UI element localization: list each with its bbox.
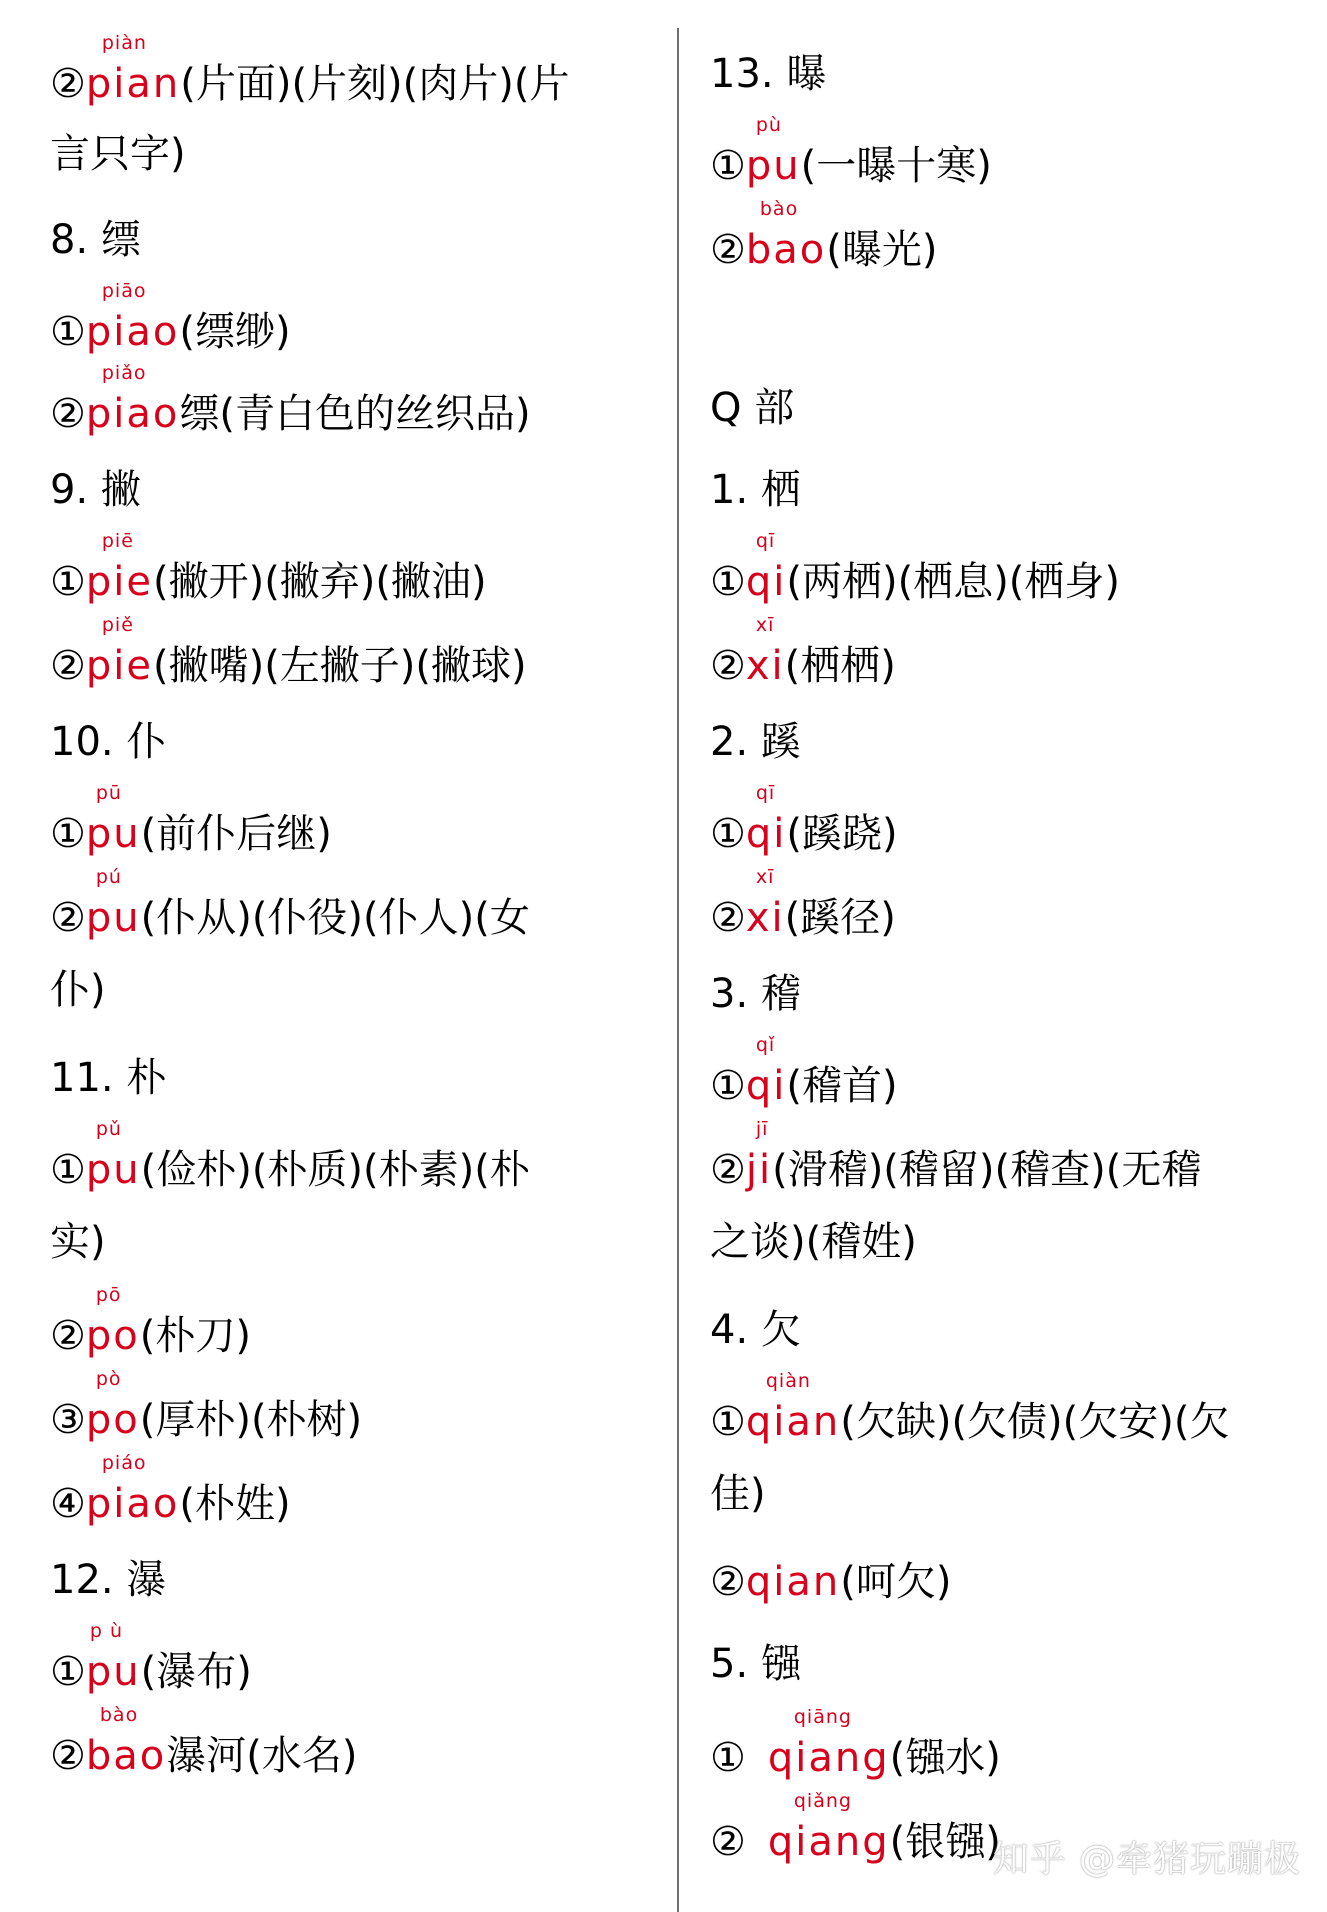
entry-number: ① — [710, 559, 746, 605]
entry-text: (银镪) — [889, 1819, 1001, 1865]
entry-text: (一曝十寒) — [800, 143, 992, 189]
entry-qian4-1 — [710, 1370, 1230, 1452]
pinyin: qi — [745, 1063, 787, 1109]
pinyin: pu — [745, 143, 801, 189]
entry-number: ③ — [50, 1397, 86, 1443]
pinyin: xi — [745, 895, 785, 941]
entry-text: (缥缈) — [179, 309, 291, 355]
entry-continuation: 实) — [50, 1219, 106, 1265]
entry-text: 瀑河(水名) — [166, 1733, 358, 1779]
entry-text: (滑稽)(稽留)(稽查)(无稽 — [772, 1147, 1202, 1193]
heading-q5: 5. 镪 — [710, 1641, 801, 1687]
entry-number: ② — [50, 643, 86, 689]
entry-number: ② — [50, 1313, 86, 1359]
ruby-annotation: piāo — [101, 280, 147, 302]
pinyin: po — [85, 1397, 140, 1443]
entry-text: (瀑布) — [140, 1649, 252, 1695]
pinyin: qi — [745, 811, 787, 857]
pinyin: piao — [85, 391, 180, 437]
entry-text: (俭朴)(朴质)(朴素)(朴 — [140, 1147, 530, 1193]
entry-qiang5-1 — [710, 1706, 1001, 1788]
entry-piao11-4 — [50, 1452, 291, 1534]
pinyin: piao — [85, 309, 180, 355]
heading-q4: 4. 欠 — [710, 1307, 801, 1353]
entry-text: (曝光) — [826, 227, 938, 273]
pinyin: pu — [85, 895, 141, 941]
ruby-annotation: pō — [95, 1284, 122, 1306]
pinyin: qian — [745, 1559, 841, 1605]
entry-qi3-1 — [710, 1034, 898, 1116]
entry-number: ② — [710, 895, 746, 941]
pinyin: bao — [85, 1733, 167, 1779]
ruby-annotation: p ù — [89, 1620, 124, 1642]
entry-piao-1 — [50, 280, 291, 362]
entry-text: (两栖)(栖息)(栖身) — [786, 559, 1121, 605]
pinyin: xi — [745, 643, 785, 689]
entry-number: ① — [710, 1399, 746, 1445]
entry-pu11-1 — [50, 1118, 530, 1200]
entry-number: ② — [50, 895, 86, 941]
pinyin: pu — [85, 1649, 141, 1695]
ruby-annotation: bào — [99, 1704, 139, 1726]
entry-text: (仆从)(仆役)(仆人)(女 — [140, 895, 530, 941]
pinyin: piao — [85, 1481, 180, 1527]
ruby-annotation: qiǎng — [793, 1790, 852, 1812]
ruby-annotation: piē — [101, 530, 134, 552]
entry-number: ① — [50, 309, 86, 355]
entry-number: ① — [50, 559, 86, 605]
pinyin: bao — [745, 227, 827, 273]
entry-text: (朴刀) — [139, 1313, 251, 1359]
section-q-heading: Q 部 — [710, 385, 795, 431]
entry-number: ② — [50, 1733, 86, 1779]
entry-text: (前仆后继) — [140, 811, 332, 857]
pinyin: pie — [85, 559, 153, 605]
entry-pu13-1 — [710, 114, 992, 196]
entry-text: (镪水) — [889, 1735, 1001, 1781]
entry-text: (呵欠) — [840, 1559, 952, 1605]
entry-xi1-2 — [710, 614, 896, 696]
entry-number: ② — [50, 61, 86, 107]
entry-number: ① — [710, 811, 746, 857]
ruby-annotation: xī — [755, 866, 775, 888]
entry-number: ① — [50, 811, 86, 857]
entry-qian4-2 — [710, 1556, 951, 1612]
entry-ji3-2 — [710, 1118, 1202, 1200]
entry-po11-2 — [50, 1284, 251, 1366]
pinyin: qian — [745, 1399, 841, 1445]
pinyin: qiang — [767, 1819, 890, 1865]
pinyin: qi — [745, 559, 787, 605]
ruby-annotation: pú — [95, 866, 122, 888]
ruby-annotation: bào — [759, 198, 799, 220]
heading-q3: 3. 稽 — [710, 971, 801, 1017]
ruby-annotation: pù — [755, 114, 782, 136]
entry-bao12-2 — [50, 1704, 358, 1786]
ruby-annotation: piàn — [101, 32, 147, 54]
entry-text: (栖栖) — [784, 643, 896, 689]
entry-continuation: 佳) — [710, 1471, 766, 1517]
heading-10: 10. 仆 — [50, 719, 167, 765]
entry-number: ① — [50, 1649, 86, 1695]
entry-continuation: 仆) — [50, 967, 106, 1013]
entry-pian-2 — [50, 32, 570, 114]
entry-number: ② — [710, 227, 746, 273]
ruby-annotation: qǐ — [755, 1034, 776, 1056]
entry-number: ① — [50, 1147, 86, 1193]
heading-8: 8. 缥 — [50, 217, 141, 263]
entry-qi1-1 — [710, 530, 1121, 612]
heading-9: 9. 撇 — [50, 467, 141, 513]
entry-qi2-1 — [710, 782, 898, 864]
entry-bao13-2 — [710, 198, 938, 280]
ruby-annotation: qiàn — [765, 1370, 811, 1392]
ruby-annotation: qī — [755, 530, 776, 552]
entry-po11-3 — [50, 1368, 363, 1450]
entry-continuation: 之谈)(稽姓) — [710, 1219, 917, 1265]
entry-qiang5-2 — [710, 1790, 1001, 1872]
entry-pie-2 — [50, 614, 527, 696]
ruby-annotation: piáo — [101, 1452, 147, 1474]
entry-text: (蹊跷) — [786, 811, 898, 857]
pinyin: qiang — [767, 1735, 890, 1781]
entry-pu10-2 — [50, 866, 530, 948]
entry-text: (撇开)(撇弃)(撇油) — [152, 559, 487, 605]
entry-number: ① — [710, 143, 746, 189]
ruby-annotation: xī — [755, 614, 775, 636]
pinyin: pie — [85, 643, 153, 689]
entry-text: 缥(青白色的丝织品) — [179, 391, 531, 437]
ruby-annotation: qiāng — [793, 1706, 852, 1728]
entry-text: (稽首) — [786, 1063, 898, 1109]
entry-number: ② — [710, 1819, 746, 1865]
ruby-annotation: piǎo — [101, 362, 147, 384]
pinyin: pu — [85, 1147, 141, 1193]
entry-text: (片面)(片刻)(肉片)(片 — [180, 61, 570, 107]
pinyin: ji — [745, 1147, 773, 1193]
heading-11: 11. 朴 — [50, 1055, 167, 1101]
heading-q1: 1. 栖 — [710, 467, 801, 513]
pinyin: pu — [85, 811, 141, 857]
watermark: 知乎 @牵猪玩蹦极 — [992, 1839, 1301, 1880]
pinyin: pian — [85, 61, 181, 107]
column-divider — [677, 28, 679, 1912]
entry-pie-1 — [50, 530, 487, 612]
ruby-annotation: piě — [101, 614, 134, 636]
entry-number: ① — [710, 1063, 746, 1109]
entry-number: ① — [710, 1735, 746, 1781]
entry-text: (蹊径) — [784, 895, 896, 941]
ruby-annotation: pǔ — [95, 1118, 122, 1140]
entry-pu10-1 — [50, 782, 332, 864]
entry-pu12-1 — [50, 1620, 252, 1702]
heading-12: 12. 瀑 — [50, 1557, 167, 1603]
ruby-annotation: pò — [95, 1368, 122, 1390]
entry-xi2-2 — [710, 866, 896, 948]
entry-text: (厚朴)(朴树) — [139, 1397, 363, 1443]
entry-number: ② — [710, 643, 746, 689]
entry-number: ④ — [50, 1481, 86, 1527]
entry-continuation: 言只字) — [50, 131, 186, 177]
entry-number: ② — [50, 391, 86, 437]
heading-13: 13. 曝 — [710, 51, 827, 97]
ruby-annotation: pū — [95, 782, 122, 804]
pinyin: po — [85, 1313, 140, 1359]
entry-piao-2 — [50, 362, 531, 444]
entry-text: (撇嘴)(左撇子)(撇球) — [152, 643, 527, 689]
heading-q2: 2. 蹊 — [710, 719, 801, 765]
entry-text: (朴姓) — [179, 1481, 291, 1527]
entry-text: (欠缺)(欠债)(欠安)(欠 — [840, 1399, 1230, 1445]
entry-number: ② — [710, 1559, 746, 1605]
ruby-annotation: qī — [755, 782, 776, 804]
ruby-annotation: jī — [755, 1118, 769, 1140]
entry-number: ② — [710, 1147, 746, 1193]
